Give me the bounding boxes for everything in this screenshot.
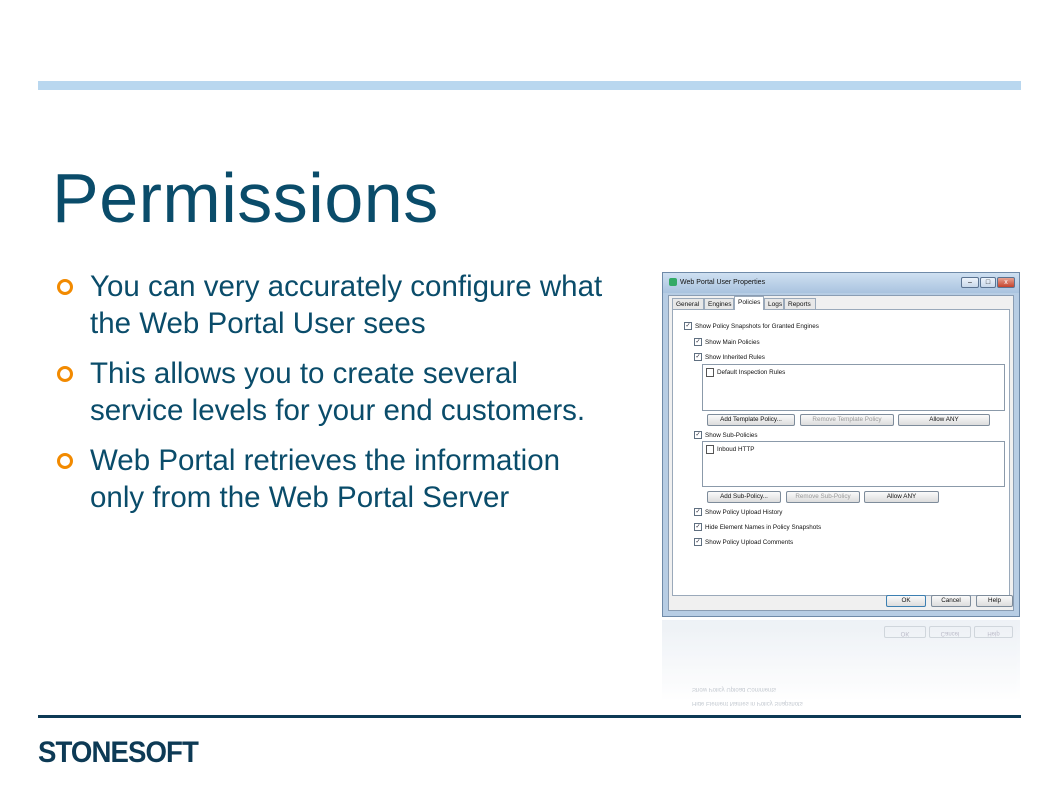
reflected-text: Hide Element Names in Policy Snapshots bbox=[692, 700, 803, 706]
bullet-item bbox=[52, 355, 612, 429]
bullet-text: You can very accurately configure what the Web Portal User sees bbox=[90, 270, 603, 340]
bullet-text: This allows you to create several service levels for your end customers. bbox=[90, 357, 586, 427]
dialog-reflection bbox=[662, 620, 1020, 715]
cancel-button[interactable]: Cancel bbox=[931, 595, 971, 607]
checkbox-label: Show Sub-Policies bbox=[705, 431, 758, 439]
list-item[interactable] bbox=[706, 445, 754, 454]
add-sub-policy-button[interactable]: Add Sub-Policy... bbox=[707, 491, 781, 503]
checkbox-label: Show Policy Upload Comments bbox=[705, 538, 794, 546]
inherited-rules-list[interactable] bbox=[702, 364, 1005, 411]
show-policy-upload-comments-checkbox[interactable] bbox=[694, 538, 793, 546]
slide-title: Permissions bbox=[52, 159, 439, 237]
bullet-list bbox=[52, 268, 612, 529]
help-button[interactable]: Help bbox=[976, 595, 1013, 607]
policies-panel bbox=[672, 309, 1010, 596]
check-icon: ✓ bbox=[695, 354, 701, 360]
bullet-circle-icon bbox=[57, 366, 73, 382]
show-policy-upload-history-checkbox[interactable] bbox=[694, 508, 782, 516]
maximize-button[interactable]: □ bbox=[980, 277, 996, 288]
checkbox-label: Show Main Policies bbox=[705, 338, 760, 346]
tab-logs[interactable]: Logs bbox=[764, 298, 784, 309]
bullet-text: Web Portal retrieves the information only from the Web Portal Server bbox=[90, 444, 561, 514]
reflected-cancel-button: Cancel bbox=[929, 626, 971, 638]
checkbox-label: Hide Element Names in Policy Snapshots bbox=[705, 523, 822, 531]
bullet-item bbox=[52, 442, 612, 516]
check-icon: ✓ bbox=[685, 323, 691, 329]
policy-icon bbox=[706, 368, 714, 377]
bullet-item bbox=[52, 268, 612, 342]
stonesoft-logo: STONESOFT bbox=[38, 736, 198, 769]
show-sub-policies-checkbox[interactable] bbox=[694, 431, 758, 439]
check-icon: ✓ bbox=[695, 339, 701, 345]
dialog-title: Web Portal User Properties bbox=[680, 279, 766, 286]
show-main-policies-checkbox[interactable] bbox=[694, 338, 760, 346]
check-icon: ✓ bbox=[695, 539, 701, 545]
policy-icon bbox=[706, 445, 714, 454]
show-policy-snapshots-checkbox[interactable] bbox=[684, 322, 819, 330]
reflected-help-button: Help bbox=[974, 626, 1013, 638]
accent-bar bbox=[38, 81, 1021, 90]
remove-sub-policy-button[interactable]: Remove Sub-Policy bbox=[786, 491, 860, 503]
user-icon bbox=[669, 278, 677, 286]
minimize-button[interactable]: – bbox=[961, 277, 979, 288]
sub-policies-list[interactable] bbox=[702, 441, 1005, 487]
hide-element-names-checkbox[interactable] bbox=[694, 523, 821, 531]
check-icon: ✓ bbox=[695, 524, 701, 530]
dialog-titlebar bbox=[663, 273, 1019, 293]
allow-any-button[interactable]: Allow ANY bbox=[898, 414, 990, 426]
allow-any-button[interactable]: Allow ANY bbox=[864, 491, 939, 503]
checkbox-label: Show Policy Snapshots for Granted Engines bbox=[695, 322, 819, 330]
list-item-label: Default Inspection Rules bbox=[717, 369, 786, 376]
dialog-body bbox=[668, 295, 1014, 611]
list-item-label: Inboud HTTP bbox=[717, 446, 755, 453]
tab-reports[interactable]: Reports bbox=[784, 298, 816, 309]
close-button[interactable]: x bbox=[997, 277, 1015, 288]
check-icon: ✓ bbox=[695, 432, 701, 438]
reflected-text: Show Policy Upload Comments bbox=[692, 686, 777, 692]
tab-general[interactable]: General bbox=[672, 298, 704, 309]
show-inherited-rules-checkbox[interactable] bbox=[694, 353, 765, 361]
tab-policies[interactable]: Policies bbox=[734, 296, 764, 310]
checkbox-label: Show Inherited Rules bbox=[705, 353, 765, 361]
reflected-ok-button: OK bbox=[884, 626, 926, 638]
tab-engines[interactable]: Engines bbox=[704, 298, 734, 309]
check-icon: ✓ bbox=[695, 509, 701, 515]
ok-button[interactable]: OK bbox=[886, 595, 926, 607]
footer-line bbox=[38, 715, 1021, 718]
checkbox-label: Show Policy Upload History bbox=[705, 508, 783, 516]
bullet-circle-icon bbox=[57, 453, 73, 469]
list-item[interactable] bbox=[706, 368, 785, 377]
add-template-policy-button[interactable]: Add Template Policy... bbox=[707, 414, 795, 426]
remove-template-policy-button[interactable]: Remove Template Policy bbox=[800, 414, 894, 426]
web-portal-user-properties-dialog bbox=[662, 272, 1020, 617]
bullet-circle-icon bbox=[57, 279, 73, 295]
